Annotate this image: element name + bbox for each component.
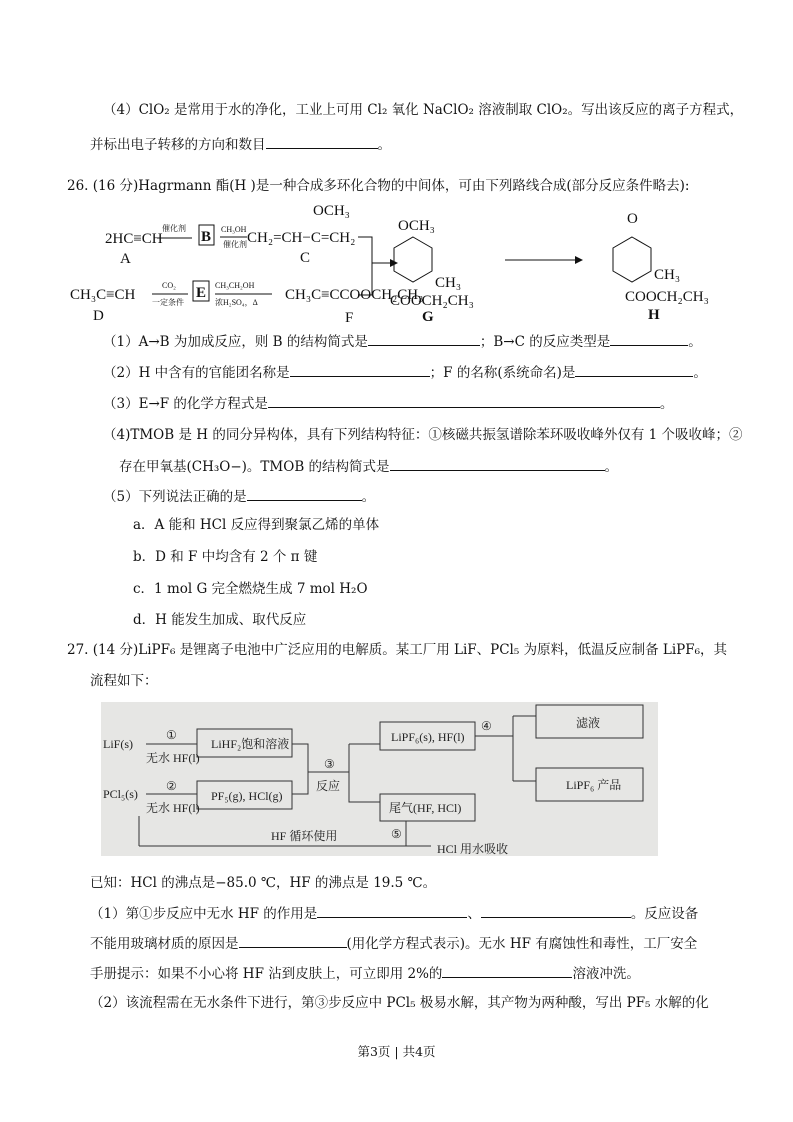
text: 。反应设备 — [630, 906, 699, 922]
G-methoxy: OCH₃ — [398, 218, 435, 234]
label-F: F — [345, 310, 354, 325]
answer-blank — [390, 456, 605, 471]
condition: CO₂ — [162, 281, 176, 290]
answer-blank — [239, 933, 347, 948]
compound-C: CH₂=CH−C=CH₂ — [247, 230, 356, 246]
answer-blank — [575, 362, 693, 377]
text: 并标出电子转移的方向和数目 — [90, 137, 266, 153]
q25-4-line2 — [90, 134, 391, 154]
q25-4-line1: （4）ClO₂ 是常用于水的净化，工业上可用 Cl₂ 氧化 NaClO₂ 溶液制取 ClO₂。写出该反应的离子方程式， — [103, 102, 744, 118]
label-H: H — [648, 307, 660, 323]
G-ring — [394, 237, 432, 282]
compound-B: B — [201, 229, 212, 245]
G-methyl: CH₃ — [435, 275, 462, 291]
condition: 浓H₂SO₄，Δ — [215, 298, 258, 307]
reaction-label: 反应 — [316, 779, 341, 793]
q26-part3 — [103, 393, 673, 413]
q27-part1 — [90, 903, 698, 923]
process-flowchart — [101, 702, 658, 856]
step-5: ⑤ — [391, 827, 402, 841]
step-2: ② — [166, 779, 177, 793]
answer-blank — [368, 331, 480, 346]
lif-label: LiF(s) — [103, 737, 133, 751]
label-A: A — [120, 251, 131, 267]
arrowhead — [575, 256, 583, 264]
text: 不能用玻璃材质的原因是 — [90, 936, 239, 952]
step-4: ④ — [481, 719, 492, 733]
condition: 催化剂 — [223, 240, 247, 249]
answer-blank — [247, 486, 362, 501]
condition: 一定条件 — [152, 298, 184, 307]
H-ketone-O: O — [627, 211, 638, 227]
q26-part1 — [103, 331, 702, 351]
H-ester: COOCH₂CH₃ — [625, 289, 709, 305]
text: （5）下列说法正确的是 — [103, 489, 247, 505]
recycle-label: HF 循环使用 — [271, 829, 338, 843]
absorb-label: HCl 用水吸收 — [437, 842, 509, 856]
q27-part1-cont — [90, 933, 697, 953]
pcl5-label: PCl₅(s) — [103, 787, 138, 801]
compound-E: E — [196, 285, 207, 301]
text: 。 — [693, 365, 707, 381]
box-lihf2-text: LiHF₂饱和溶液 — [211, 737, 290, 751]
label-G: G — [422, 309, 434, 325]
q26-part4-cont — [119, 456, 618, 476]
text: ；F 的名称(系统命名)是 — [429, 365, 576, 381]
option-a: a．A 能和 HCl 反应得到聚氯乙烯的单体 — [133, 517, 380, 533]
box-pf5-text: PF₅(g), HCl(g) — [211, 789, 283, 803]
q26-header — [67, 177, 689, 195]
text: (用化学方程式表示)。无水 HF 有腐蚀性和毒性，工厂安全 — [346, 936, 698, 952]
box-lipf6-hf-text: LiPF₆(s), HF(l) — [391, 730, 465, 744]
compound-F: CH₃C≡CCOOCH₂CH₃ — [285, 287, 424, 303]
condition: CH₃CH₂OH — [215, 281, 255, 290]
q27-part1-cont2 — [90, 963, 640, 983]
option-b: b．D 和 F 中均含有 2 个 π 键 — [133, 549, 318, 565]
answer-blank — [268, 393, 660, 408]
synthesis-scheme — [60, 195, 740, 325]
label-D: D — [93, 308, 104, 324]
q27-known: 已知：HCl 的沸点是−85.0 ℃，HF 的沸点是 19.5 ℃。 — [90, 875, 437, 891]
compound-C-substituent: OCH₃ — [313, 203, 350, 219]
H-ring — [613, 237, 651, 282]
compound-A: 2HC≡CH — [105, 231, 163, 247]
text: 存在甲氧基(CH₃O−)。TMOB 的结构简式是 — [119, 459, 390, 475]
label-C: C — [300, 250, 311, 266]
answer-blank — [290, 362, 430, 377]
text: ；B→C 的反应类型是 — [479, 334, 611, 350]
text: 、 — [467, 906, 481, 922]
text: 溶液冲洗。 — [572, 966, 640, 982]
hf-label: 无水 HF(l) — [146, 801, 200, 815]
step-1: ① — [166, 728, 177, 742]
answer-blank — [610, 331, 688, 346]
H-methyl: CH₃ — [654, 267, 681, 283]
q26-part2 — [103, 362, 707, 382]
box-filtrate-text: 滤液 — [576, 716, 601, 730]
answer-blank — [266, 134, 378, 149]
box-tailgas-text: 尾气(HF, HCl) — [389, 801, 462, 815]
q27-line2: 流程如下： — [90, 673, 158, 689]
q27-part2: （2）该流程需在无水条件下进行，第③步反应中 PCl₅ 极易水解，其产物为两种酸，写出 PF₅ 水解的化 — [90, 995, 709, 1011]
step-3: ③ — [324, 757, 335, 771]
answer-blank — [317, 903, 467, 918]
text: 。 — [377, 137, 391, 153]
answer-blank — [481, 903, 631, 918]
text: （1）A→B 为加成反应，则 B 的结构简式是 — [103, 334, 368, 350]
text: 手册提示：如果不小心将 HF 沾到皮肤上，可立即用 2%的 — [90, 966, 443, 982]
text: （2）H 中含有的官能团名称是 — [103, 365, 290, 381]
question-number: 26. — [67, 178, 89, 194]
q26-part4: （4)TMOB 是 H 的同分异构体，具有下列结构特征：①核磁共振氢谱除苯环吸收峰外仅有 1 个吸收峰；② — [103, 427, 743, 443]
compound-D: CH₃C≡CH — [70, 287, 136, 303]
q26-part5 — [103, 486, 375, 506]
text: 。 — [659, 396, 674, 412]
text: （3）E→F 的化学方程式是 — [103, 396, 268, 412]
text: 。 — [361, 489, 376, 505]
condition: 催化剂 — [162, 224, 186, 233]
text: （1）第①步反应中无水 HF 的作用是 — [90, 906, 318, 922]
text: 。 — [688, 334, 702, 350]
page-footer: 第3页 | 共4页 — [357, 1044, 436, 1059]
condition: CH₃OH — [221, 225, 247, 234]
text: (16 分)Hagrmann 酯(H )是一种合成多环化合物的中间体，可由下列路线合成(部分反应条件略去): — [92, 178, 690, 194]
q27-line1: 27. (14 分)LiPF₆ 是锂离子电池中广泛应用的电解质。某工厂用 LiF、PCl₅ 为原料，低温反应制备 LiPF₆，其 — [67, 642, 728, 658]
option-d: d．H 能发生加成、取代反应 — [133, 612, 307, 628]
answer-blank — [442, 963, 572, 978]
option-c: c．1 mol G 完全燃烧生成 7 mol H₂O — [133, 581, 368, 597]
text: 。 — [604, 459, 619, 475]
hf-label: 无水 HF(l) — [146, 751, 200, 765]
box-product-text: LiPF₆ 产品 — [566, 778, 622, 792]
G-ester: COOCH₂CH₃ — [390, 293, 474, 309]
